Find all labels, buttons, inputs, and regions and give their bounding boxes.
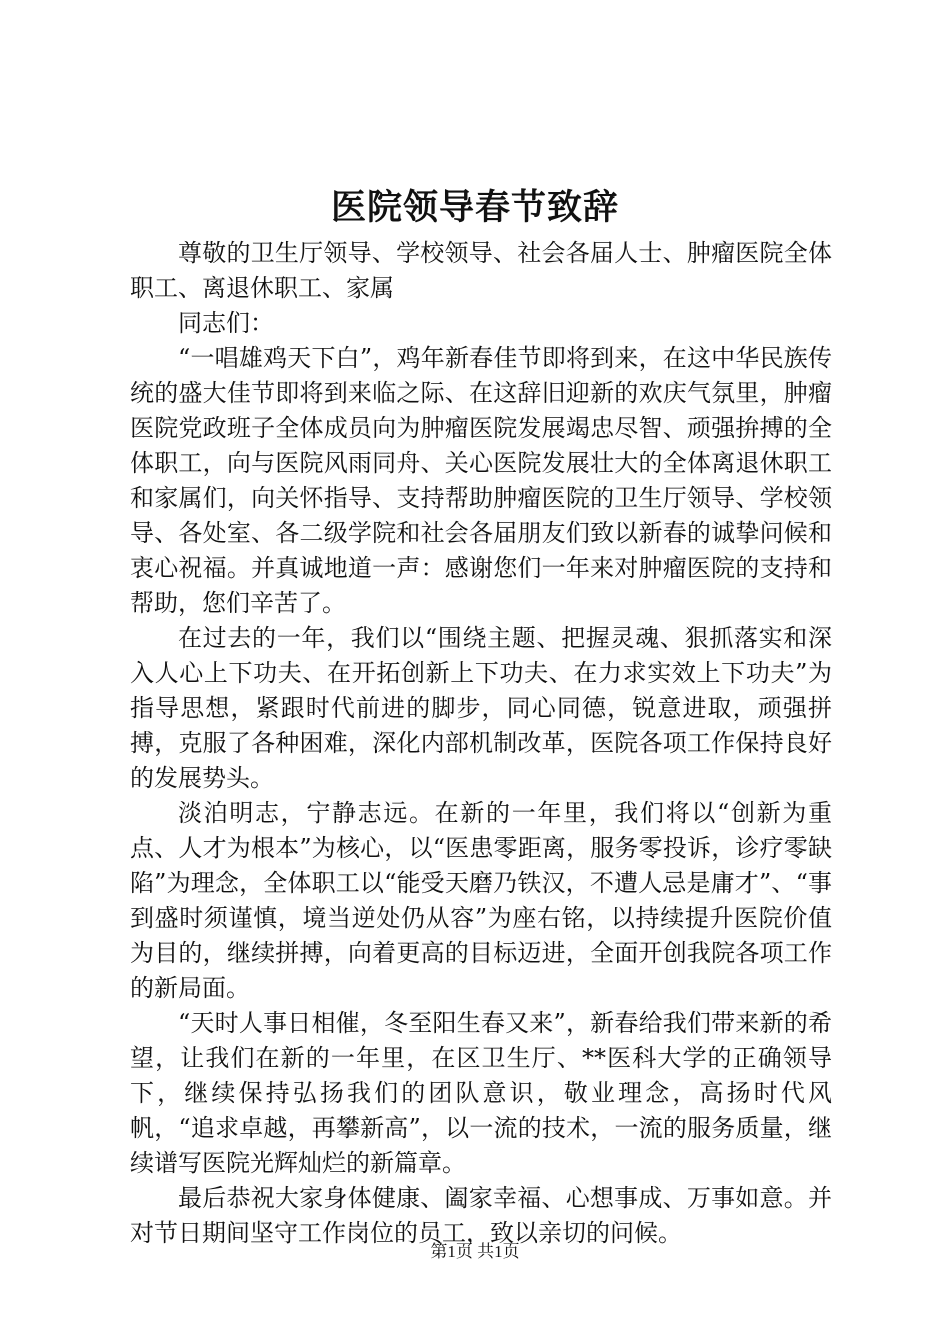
salutation-paragraph: 尊敬的卫生厅领导、学校领导、社会各届人士、肿瘤医院全体职工、离退休职工、家属 bbox=[130, 239, 832, 302]
document-title: 医院领导春节致辞 bbox=[330, 187, 619, 228]
body-paragraph: “天时人事日相催，冬至阳生春又来”，新春给我们带来新的希望，让我们在新的一年里，在区卫生厅、**医科大学的正确领导下，继续保持弘扬我们的团队意识，敬业理念，高扬时代风帆，“追求卓越，再攀新高”，以一流的技术，一流的服务质量，继续谱写医院光辉灿烂的新篇章。 bbox=[130, 1009, 832, 1177]
page-footer: 第1页 共1页 bbox=[430, 1242, 520, 1261]
document-body bbox=[130, 236, 832, 1251]
greeting-paragraph: 同志们： bbox=[178, 309, 274, 337]
body-paragraph: 淡泊明志，宁静志远。在新的一年里，我们将以“创新为重点、人才为根本”为核心，以“医患零距离，服务零投诉，诊疗零缺陷”为理念，全体职工以“能受天磨乃铁汉，不遭人忌是庸才”、“事到盛时须谨慎，境当逆处仍从容”为座右铭，以持续提升医院价值为目的，继续拼搏，向着更高的目标迈进，全面开创我院各项工作的新局面。 bbox=[130, 799, 832, 1002]
closing-paragraph: 最后恭祝大家身体健康、阖家幸福、心想事成、万事如意。并对节日期间坚守工作岗位的员工，致以亲切的问候。 bbox=[130, 1184, 832, 1247]
body-paragraph: 在过去的一年，我们以“围绕主题、把握灵魂、狠抓落实和深入人心上下功夫、在开拓创新上下功夫、在力求实效上下功夫”为指导思想，紧跟时代前进的脚步，同心同德，锐意进取，顽强拼搏，克服了各种困难，深化内部机制改革，医院各项工作保持良好的发展势头。 bbox=[130, 624, 832, 792]
body-paragraph: “一唱雄鸡天下白”，鸡年新春佳节即将到来，在这中华民族传统的盛大佳节即将到来临之际、在这辞旧迎新的欢庆气氛里，肿瘤医院党政班子全体成员向为肿瘤医院发展竭忠尽智、顽强拚搏的全体职工，向与医院风雨同舟、关心医院发展壮大的全体离退休职工和家属们，向关怀指导、支持帮助肿瘤医院的卫生厅领导、学校领导、各处室、各二级学院和社会各届朋友们致以新春的诚挚问候和衷心祝福。并真诚地道一声：感谢您们一年来对肿瘤医院的支持和帮助，您们辛苦了。 bbox=[130, 344, 832, 617]
